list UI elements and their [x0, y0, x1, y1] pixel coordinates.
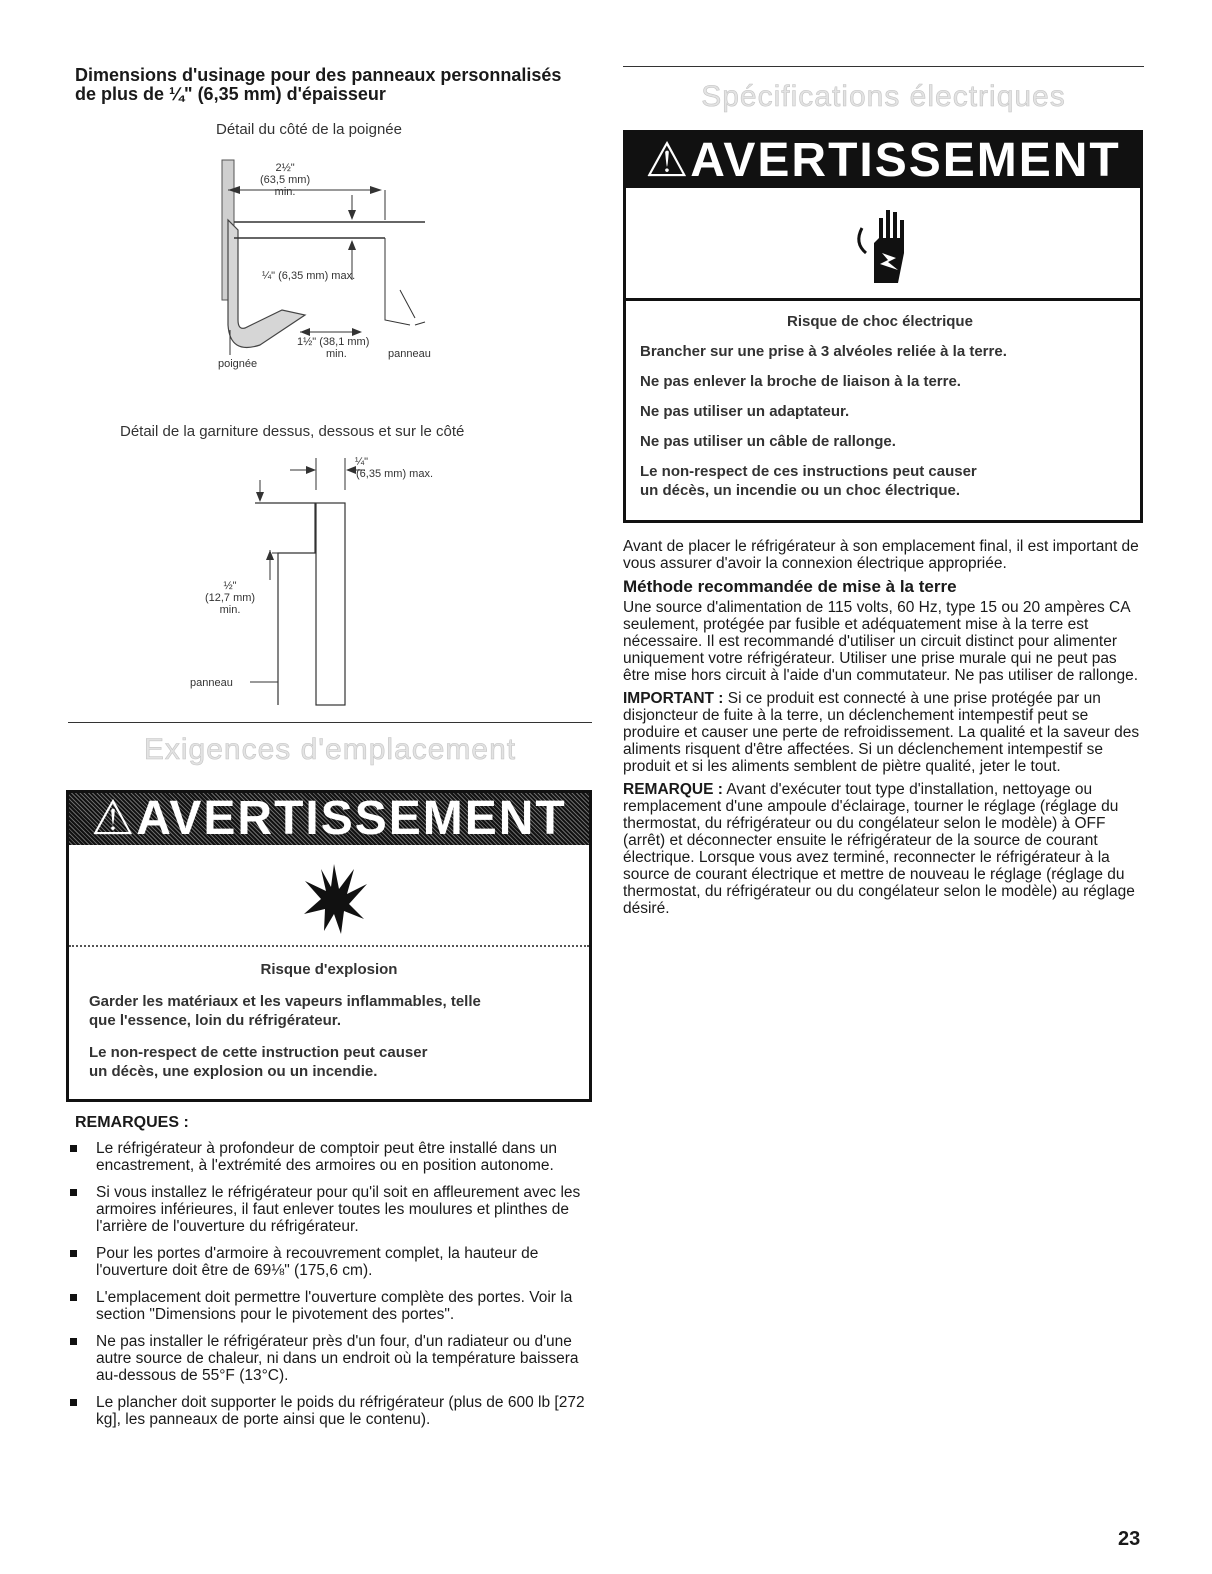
warning-final-b: un décès, un incendie ou un choc électrique. — [640, 482, 961, 499]
dim-top-min: min. — [274, 186, 296, 198]
warning-header-text: AVERTISSEMENT — [136, 792, 567, 845]
warning-line-1 — [89, 992, 569, 1030]
dim-6-35-max: (6,35 mm) max. — [356, 468, 434, 480]
bullet-icon — [70, 1294, 77, 1301]
warning-line: Ne pas utiliser un adaptateur. — [640, 403, 850, 420]
dim-half-mm: (12,7 mm) — [204, 592, 256, 604]
divider-left — [68, 722, 592, 723]
handle-shape — [228, 220, 305, 348]
dim-quarter-in-2: ¼" — [355, 456, 369, 468]
dim-half-in — [200, 580, 260, 616]
page-number: 23 — [1118, 1528, 1141, 1550]
warning-title-left: Risque d'explosion — [260, 961, 398, 978]
warning-line: Ne pas enlever la broche de liaison à la terre. — [640, 373, 961, 390]
dim-1-5-min: min. — [326, 348, 347, 360]
dim-half-min: min. — [219, 604, 241, 616]
list-item — [66, 1245, 591, 1279]
remark-text: L'emplacement doit permettre l'ouverture complète des portes. Voir la section "Dimensions pour le pivotement des portes". — [96, 1289, 573, 1323]
remarque-label: REMARQUE : — [623, 781, 723, 798]
label-panel-1: panneau — [388, 348, 431, 360]
warning-header-text: AVERTISSEMENT — [690, 134, 1121, 187]
diagram2-caption: Détail de la garniture dessus, dessous et sur le côté — [120, 423, 465, 440]
list-item — [66, 1394, 591, 1428]
warning-final-a: Le non-respect de ces instructions peut causer — [640, 463, 977, 480]
warning-line-2 — [89, 1043, 569, 1081]
warning-line-2b: un décès, une explosion ou un incendie. — [89, 1063, 378, 1080]
explosion-icon-area — [69, 845, 589, 947]
warning-line-1a: Garder les matériaux et les vapeurs inflammables, telle — [89, 993, 481, 1010]
bullet-icon — [70, 1250, 77, 1257]
warning-line-2a: Le non-respect de cette instruction peut causer — [89, 1044, 428, 1061]
section-title-location: Exigences d'emplacement — [143, 733, 517, 766]
dim-1-5-in: 1½" (38,1 mm) — [297, 336, 370, 348]
bullet-icon — [70, 1145, 77, 1152]
heading-line-2: de plus de ¼" (6,35 mm) d'épaisseur — [75, 84, 386, 104]
electrical-body — [623, 538, 1143, 923]
remark-text: Ne pas installer le réfrigérateur près d'un four, d'un radiateur ou d'une autre source de chaleur, ni dans un endroit où la température baissera au-dessous de 55°F (13°C). — [96, 1333, 579, 1384]
intro-paragraph: Avant de placer le réfrigérateur à son emplacement final, il est important de vous assurer d'avoir la connexion électrique appropriée. — [623, 538, 1139, 572]
heading-machining-dimensions — [75, 66, 595, 104]
warning-header-left — [69, 793, 589, 845]
dim-top-mm: (63,5 mm) — [260, 174, 311, 186]
warning-header-right — [626, 133, 1140, 188]
dim-top-inch: 2½" — [275, 162, 295, 174]
warning-triangle-icon: ⚠ — [645, 134, 691, 187]
label-handle: poignée — [218, 358, 258, 370]
bullet-icon — [70, 1189, 77, 1196]
important-label: IMPORTANT : — [623, 690, 724, 707]
remark-text: Pour les portes d'armoire à recouvrement complet, la hauteur de l'ouverture doit être de 69⅛" (175,6 cm). — [96, 1245, 539, 1279]
section-title-electrical: Spécifications électriques — [701, 80, 1066, 113]
list-item — [66, 1333, 591, 1384]
panel-shape — [316, 503, 345, 705]
method-heading: Méthode recommandée de mise à la terre — [623, 577, 957, 596]
list-item — [66, 1184, 591, 1235]
dim-quarter-in: ¼" (6,35 mm) max. — [262, 270, 356, 282]
list-item — [66, 1289, 591, 1323]
bullet-icon — [70, 1399, 77, 1406]
important-text: Si ce produit est connecté à une prise protégée par un disjoncteur de fuite à la terre, un déclenchement intempestif peut se produire et causer une perte de refroidissement. La qualité et la saveur des aliments risquent d'être affectées. Si un déclenchement intempestif se produit et si les aliments semblent de piètre qualité, jeter le tout. — [623, 690, 1140, 775]
warning-triangle-icon: ⚠ — [91, 792, 137, 845]
electric-shock-icon — [852, 198, 922, 288]
warning-title-right: Risque de choc électrique — [787, 313, 973, 330]
warning-line: Ne pas utiliser un câble de rallonge. — [640, 433, 896, 450]
remark-text: Le plancher doit supporter le poids du réfrigérateur (plus de 600 lb [272 kg], les panneaux de porte ainsi que le contenu). — [96, 1394, 585, 1428]
explosion-warning-box — [66, 790, 592, 1102]
remark-text: Si vous installez le réfrigérateur pour qu'il soit en affleurement avec les armoires inférieures, il faut enlever toutes les moulures et plinthes de l'arrière de l'ouverture du réfrigérateur. — [96, 1184, 581, 1235]
remarks-list — [66, 1140, 591, 1438]
diagram1-caption: Détail du côté de la poignée — [216, 121, 402, 138]
warning-line-1b: que l'essence, loin du réfrigérateur. — [89, 1012, 341, 1029]
bullet-icon — [70, 1338, 77, 1345]
heading-line-1: Dimensions d'usinage pour des panneaux personnalisés — [75, 65, 562, 85]
list-item — [66, 1140, 591, 1174]
remarks-label: REMARQUES : — [75, 1114, 189, 1131]
electrical-warning-box — [623, 130, 1143, 523]
dim-2-5-in — [260, 162, 310, 198]
dim-half-inch: ½" — [223, 580, 237, 592]
warning-line-final — [640, 462, 1120, 500]
remarque-text: Avant d'exécuter tout type d'installation, nettoyage ou remplacement d'une ampoule d'éclairage, tourner le réglage (réglage du thermostat, du réfrigérateur ou du congélateur selon le modèle) à OFF (arrêt) et déconnecter ensuite le réfrigérateur de la source de courant électrique. Lorsque vous avez terminé, reconnecter le réfrigérateur à la source de courant électrique et mettre de nouveau le réglage (réglage du thermostat, du réfrigérateur ou du congélateur selon le modèle) au réglage désiré. — [623, 781, 1135, 917]
remark-text: Le réfrigérateur à profondeur de comptoir peut être installé dans un encastrement, à l'extrémité des armoires ou en position autonome. — [96, 1140, 557, 1174]
explosion-icon — [299, 859, 369, 939]
warning-line: Brancher sur une prise à 3 alvéoles reliée à la terre. — [640, 343, 1007, 360]
remarque-paragraph — [623, 781, 1143, 917]
divider-right — [623, 66, 1144, 67]
label-panel-2: panneau — [190, 677, 233, 689]
important-paragraph — [623, 690, 1143, 775]
trim-detail-diagram — [240, 450, 380, 712]
shock-icon-area — [626, 188, 1140, 301]
method-paragraph: Une source d'alimentation de 115 volts, 60 Hz, type 15 ou 20 ampères CA seulement, protégée par fusible et adéquatement mise à la terre est nécessaire. Il est recommandé d'utiliser un circuit distinct pour alimenter uniquement votre réfrigérateur. Utiliser une prise murale qui ne peut pas être mise hors circuit à l'aide d'un commutateur. Ne pas utiliser de rallonge. — [623, 599, 1139, 684]
